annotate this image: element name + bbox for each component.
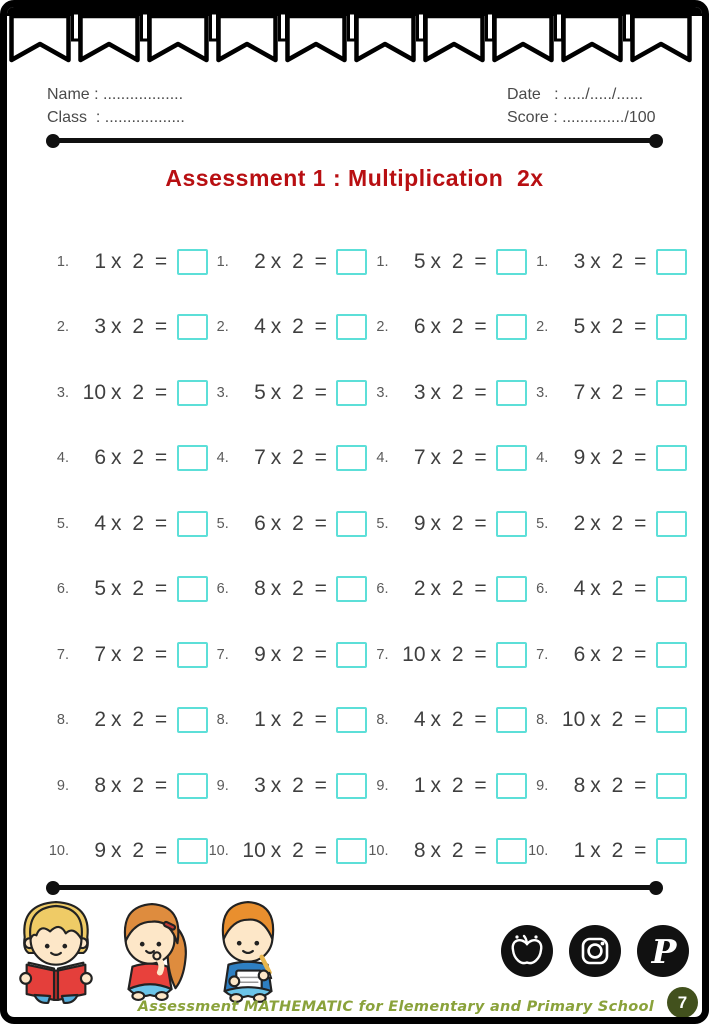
problem-factor: 6 bbox=[413, 315, 426, 339]
problem-factor: 10 bbox=[242, 839, 266, 863]
problem-factor: 8 bbox=[573, 773, 586, 797]
problem-factor: 4 bbox=[94, 511, 106, 535]
problem-factor: 3 bbox=[94, 315, 106, 339]
problem-operation: x 2 = bbox=[430, 577, 490, 601]
problem-operation: x 2 = bbox=[111, 380, 170, 404]
class-field[interactable]: Class : .................. bbox=[47, 109, 185, 127]
problem-number: 5. bbox=[376, 515, 389, 532]
problem-factor: 3 bbox=[573, 249, 586, 273]
problem-cell bbox=[43, 360, 203, 426]
problems-grid bbox=[43, 229, 682, 884]
problem-operation: x 2 = bbox=[590, 446, 649, 470]
problem-factor: 5 bbox=[573, 315, 586, 339]
problem-number: 7. bbox=[376, 646, 389, 663]
problem-factor: 4 bbox=[413, 708, 426, 732]
problem-cell bbox=[363, 360, 523, 426]
problem-cell bbox=[363, 753, 523, 819]
problem-number: 2. bbox=[56, 319, 69, 336]
problem-factor: 10 bbox=[82, 380, 106, 404]
problem-cell bbox=[43, 229, 203, 295]
problem-cell bbox=[363, 491, 523, 557]
problem-number: 4. bbox=[56, 450, 69, 467]
pinterest-icon bbox=[636, 924, 690, 978]
problem-cell bbox=[363, 295, 523, 361]
problem-factor: 1 bbox=[94, 249, 106, 273]
kid-reading-illustration bbox=[11, 893, 101, 1008]
problem-number: 8. bbox=[536, 712, 549, 729]
problem-number: 2. bbox=[536, 319, 549, 336]
problem-cell bbox=[363, 557, 523, 623]
problem-operation: x 2 = bbox=[590, 511, 649, 535]
problem-cell bbox=[43, 819, 203, 885]
problem-operation: x 2 = bbox=[270, 839, 330, 863]
problem-number: 6. bbox=[56, 581, 69, 598]
problem-factor: 9 bbox=[413, 511, 426, 535]
problem-factor: 10 bbox=[402, 642, 426, 666]
problem-operation: x 2 = bbox=[590, 773, 649, 797]
answer-box[interactable] bbox=[656, 380, 687, 406]
problem-factor: 1 bbox=[413, 773, 426, 797]
problem-operation: x 2 = bbox=[430, 249, 490, 273]
problem-operation: x 2 = bbox=[270, 642, 330, 666]
answer-box[interactable] bbox=[656, 445, 687, 471]
problem-operation: x 2 = bbox=[430, 773, 490, 797]
problem-number: 10. bbox=[368, 843, 389, 860]
problem-cell bbox=[203, 557, 363, 623]
problem-operation: x 2 = bbox=[111, 708, 170, 732]
problem-operation: x 2 = bbox=[270, 773, 330, 797]
problem-factor: 8 bbox=[413, 839, 426, 863]
problem-factor: 9 bbox=[573, 446, 586, 470]
problem-cell bbox=[522, 491, 682, 557]
problem-operation: x 2 = bbox=[270, 577, 330, 601]
problem-factor: 1 bbox=[254, 708, 266, 732]
problem-number: 4. bbox=[216, 450, 229, 467]
problem-factor: 8 bbox=[94, 773, 106, 797]
problem-operation: x 2 = bbox=[111, 315, 170, 339]
problem-operation: x 2 = bbox=[270, 249, 330, 273]
problem-number: 9. bbox=[376, 777, 389, 794]
problem-cell bbox=[203, 688, 363, 754]
problem-number: 8. bbox=[216, 712, 229, 729]
answer-box[interactable] bbox=[656, 642, 687, 668]
problem-factor: 4 bbox=[254, 315, 266, 339]
problem-operation: x 2 = bbox=[270, 446, 330, 470]
problem-cell bbox=[522, 688, 682, 754]
answer-box[interactable] bbox=[656, 314, 687, 340]
problem-factor: 5 bbox=[94, 577, 106, 601]
problem-cell bbox=[363, 622, 523, 688]
problem-factor: 6 bbox=[573, 642, 586, 666]
problem-operation: x 2 = bbox=[430, 511, 490, 535]
problem-cell bbox=[43, 622, 203, 688]
problem-number: 10. bbox=[528, 843, 549, 860]
problem-operation: x 2 = bbox=[111, 839, 170, 863]
footer-credit: Assessment MATHEMATIC for Elementary and Primary School bbox=[137, 999, 654, 1015]
problem-number: 1. bbox=[536, 253, 549, 270]
apple-icon bbox=[500, 924, 554, 978]
problem-cell bbox=[522, 753, 682, 819]
answer-box[interactable] bbox=[656, 838, 687, 864]
problem-number: 6. bbox=[536, 581, 549, 598]
problem-operation: x 2 = bbox=[111, 577, 170, 601]
problem-operation: x 2 = bbox=[111, 511, 170, 535]
problem-cell bbox=[363, 688, 523, 754]
problem-number: 7. bbox=[216, 646, 229, 663]
problem-cell bbox=[522, 622, 682, 688]
problem-operation: x 2 = bbox=[270, 315, 330, 339]
problem-cell bbox=[363, 229, 523, 295]
problem-factor: 9 bbox=[254, 642, 266, 666]
problem-factor: 2 bbox=[413, 577, 426, 601]
problem-factor: 7 bbox=[254, 446, 266, 470]
problem-number: 9. bbox=[56, 777, 69, 794]
top-divider bbox=[55, 138, 654, 143]
problem-number: 2. bbox=[216, 319, 229, 336]
problem-number: 5. bbox=[536, 515, 549, 532]
problem-cell bbox=[203, 491, 363, 557]
problem-factor: 1 bbox=[573, 839, 586, 863]
problem-number: 4. bbox=[536, 450, 549, 467]
page-title: Assessment 1 : Multiplication 2x bbox=[165, 165, 544, 191]
problem-number: 1. bbox=[216, 253, 229, 270]
problem-cell bbox=[203, 360, 363, 426]
problem-cell bbox=[43, 688, 203, 754]
problem-number: 3. bbox=[56, 384, 69, 401]
score-field[interactable]: Score : ............../100 bbox=[507, 109, 656, 127]
problem-cell bbox=[522, 426, 682, 492]
problem-factor: 4 bbox=[573, 577, 586, 601]
date-score-info bbox=[507, 83, 656, 129]
answer-box[interactable] bbox=[656, 249, 687, 275]
social-icons bbox=[500, 924, 690, 978]
problem-number: 5. bbox=[56, 515, 69, 532]
problem-cell bbox=[203, 229, 363, 295]
problem-factor: 2 bbox=[94, 708, 106, 732]
svg-text:P: P bbox=[651, 932, 677, 971]
problem-factor: 2 bbox=[573, 511, 586, 535]
problem-number: 7. bbox=[536, 646, 549, 663]
problem-operation: x 2 = bbox=[590, 577, 649, 601]
instagram-icon bbox=[568, 924, 622, 978]
problem-number: 10. bbox=[208, 843, 229, 860]
problem-factor: 7 bbox=[413, 446, 426, 470]
problem-operation: x 2 = bbox=[111, 446, 170, 470]
problem-factor: 2 bbox=[254, 249, 266, 273]
problem-number: 3. bbox=[216, 384, 229, 401]
problem-number: 1. bbox=[56, 253, 69, 270]
name-field[interactable]: Name : .................. bbox=[47, 86, 184, 103]
answer-box[interactable] bbox=[656, 511, 687, 537]
problem-factor: 10 bbox=[561, 708, 586, 732]
problem-cell bbox=[203, 295, 363, 361]
problem-cell bbox=[43, 753, 203, 819]
problem-cell bbox=[522, 295, 682, 361]
problem-cell bbox=[43, 426, 203, 492]
problem-number: 3. bbox=[536, 384, 549, 401]
problem-factor: 3 bbox=[413, 380, 426, 404]
problem-operation: x 2 = bbox=[590, 315, 649, 339]
page-number-badge: 7 bbox=[667, 987, 698, 1018]
problem-number: 7. bbox=[56, 646, 69, 663]
problem-number: 8. bbox=[56, 712, 69, 729]
problem-operation: x 2 = bbox=[590, 839, 649, 863]
problem-cell bbox=[203, 426, 363, 492]
problem-operation: x 2 = bbox=[430, 446, 490, 470]
problem-operation: x 2 = bbox=[590, 642, 649, 666]
problem-number: 3. bbox=[376, 384, 389, 401]
problem-number: 6. bbox=[216, 581, 229, 598]
problem-operation: x 2 = bbox=[590, 249, 649, 273]
problem-operation: x 2 = bbox=[430, 380, 490, 404]
problem-number: 9. bbox=[536, 777, 549, 794]
problem-operation: x 2 = bbox=[430, 839, 490, 863]
answer-box[interactable] bbox=[656, 707, 687, 733]
problem-number: 9. bbox=[216, 777, 229, 794]
problem-operation: x 2 = bbox=[270, 380, 330, 404]
problem-operation: x 2 = bbox=[111, 773, 170, 797]
problem-cell bbox=[43, 557, 203, 623]
problem-cell bbox=[43, 491, 203, 557]
kid-girl-thinking-illustration bbox=[107, 893, 197, 1008]
problem-factor: 7 bbox=[573, 380, 586, 404]
problem-cell bbox=[522, 360, 682, 426]
problem-cell bbox=[203, 819, 363, 885]
date-field[interactable]: Date : ...../...../...... bbox=[507, 86, 644, 103]
problem-factor: 5 bbox=[254, 380, 266, 404]
problem-number: 10. bbox=[48, 843, 69, 860]
pennant-banner bbox=[7, 7, 702, 67]
problem-number: 6. bbox=[376, 581, 389, 598]
problem-cell bbox=[522, 819, 682, 885]
problem-cell bbox=[522, 229, 682, 295]
answer-box[interactable] bbox=[656, 773, 687, 799]
problem-operation: x 2 = bbox=[111, 249, 170, 273]
problem-cell bbox=[203, 753, 363, 819]
problem-number: 4. bbox=[376, 450, 389, 467]
problem-factor: 7 bbox=[94, 642, 106, 666]
student-info bbox=[47, 83, 185, 129]
problem-operation: x 2 = bbox=[590, 708, 649, 732]
problem-cell bbox=[43, 295, 203, 361]
problem-factor: 9 bbox=[94, 839, 106, 863]
problem-number: 2. bbox=[376, 319, 389, 336]
problem-number: 1. bbox=[376, 253, 389, 270]
problem-factor: 6 bbox=[94, 446, 106, 470]
problem-cell bbox=[203, 622, 363, 688]
problem-operation: x 2 = bbox=[590, 380, 649, 404]
problem-factor: 5 bbox=[413, 249, 426, 273]
problem-operation: x 2 = bbox=[270, 511, 330, 535]
problem-factor: 3 bbox=[254, 773, 266, 797]
problem-operation: x 2 = bbox=[430, 642, 490, 666]
problem-number: 8. bbox=[376, 712, 389, 729]
problem-factor: 6 bbox=[254, 511, 266, 535]
problem-operation: x 2 = bbox=[430, 708, 490, 732]
problem-cell bbox=[522, 557, 682, 623]
problem-cell bbox=[363, 819, 523, 885]
kid-writing-illustration bbox=[203, 893, 293, 1008]
bottom-divider bbox=[55, 885, 654, 890]
problem-cell bbox=[363, 426, 523, 492]
answer-box[interactable] bbox=[656, 576, 687, 602]
problem-factor: 8 bbox=[254, 577, 266, 601]
kids-illustrations bbox=[11, 893, 293, 1008]
problem-operation: x 2 = bbox=[111, 642, 170, 666]
problem-operation: x 2 = bbox=[430, 315, 490, 339]
problem-number: 5. bbox=[216, 515, 229, 532]
problem-operation: x 2 = bbox=[270, 708, 330, 732]
